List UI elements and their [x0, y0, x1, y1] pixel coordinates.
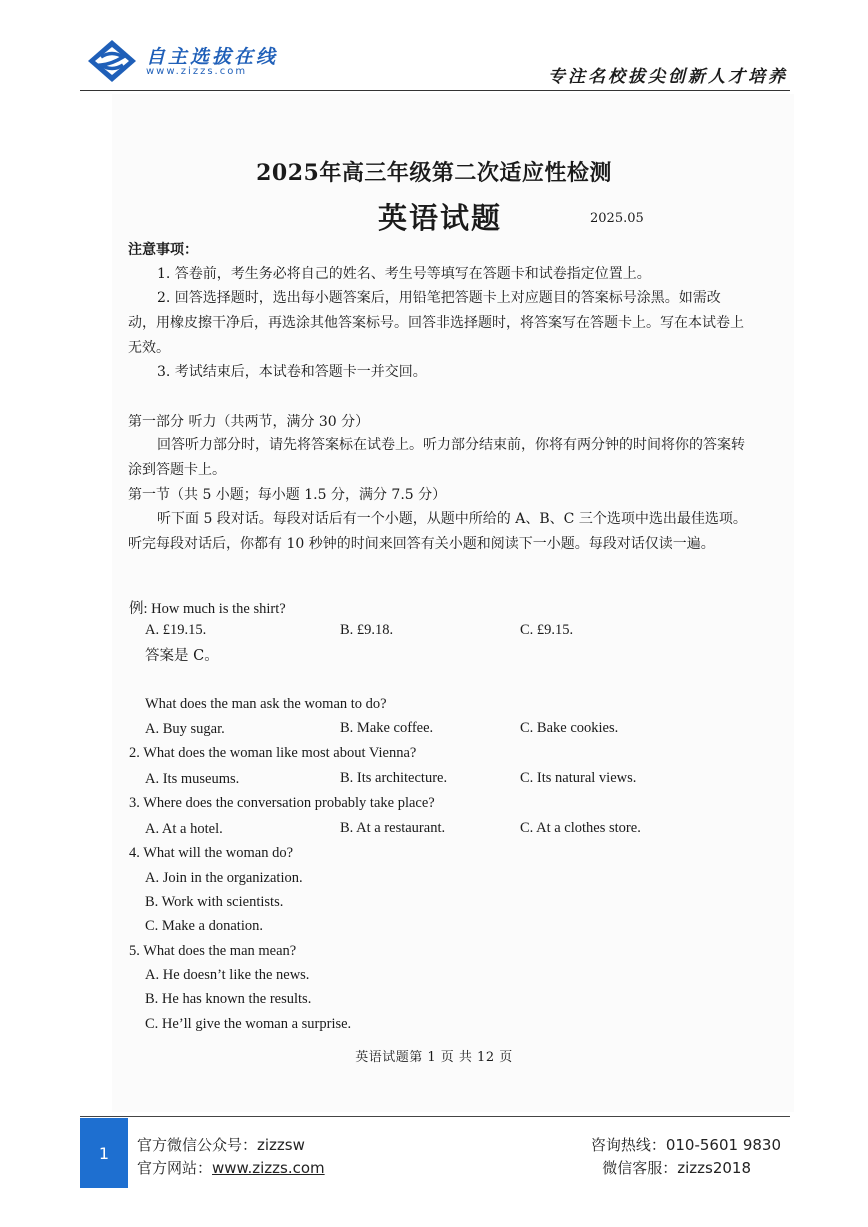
q3-option-a: A. At a hotel. [145, 821, 223, 837]
section1-intro: 听下面 5 段对话。每段对话后有一个小题，从题中所给的 A、B、C 三个选项中选出最佳选项。听完每段对话后，你都有 10 秒钟的时间来回答有关小题和阅读下一小题。每段对话仅读一遍。 [128, 511, 747, 552]
footer-wechat-service: 微信客服：zizzs2018 [602, 1159, 751, 1177]
q4-option-c: C. Make a donation. [145, 918, 263, 934]
question-5: 5. What does the man mean? [129, 943, 297, 959]
notes-heading: 注意事项： [128, 242, 198, 258]
q5-option-a: A. He doesn’t like the news. [145, 967, 310, 983]
footer-hotline: 咨询热线：010-5601 9830 [590, 1136, 781, 1154]
footer-page-badge [80, 1118, 128, 1188]
footer-page-number: 1 [98, 1143, 110, 1163]
example-answer: 答案是 C。 [145, 648, 219, 664]
note-item-1: 1. 答卷前，考生务必将自己的姓名、考生号等填写在答题卡和试卷指定位置上。 [157, 266, 651, 282]
q2-option-c: C. Its natural views. [520, 770, 637, 786]
q3-option-c: C. At a clothes store. [520, 820, 641, 836]
q2-option-b: B. Its architecture. [340, 770, 448, 786]
note-item-3: 3. 考试结束后，本试卷和答题卡一并交回。 [157, 364, 427, 380]
question-2: 2. What does the woman like most about Vienna? [129, 745, 417, 761]
q1-option-a: A. Buy sugar. [145, 721, 225, 737]
footer-divider [80, 1116, 790, 1117]
footer-website-label: 官方网站： [137, 1159, 213, 1177]
header-divider [80, 90, 790, 91]
footer-website [137, 1157, 325, 1178]
exam-subject: 英语试题 [378, 201, 503, 235]
q5-option-b: B. He has known the results. [145, 991, 312, 1007]
exam-title: 2025年高三年级第二次适应性检测 [256, 160, 612, 186]
header-slogan: 专注名校拔尖创新人才培养 [548, 67, 788, 87]
question-4: 4. What will the woman do? [129, 845, 294, 861]
footer-wechat-official: 官方微信公众号：zizzsw [137, 1136, 305, 1154]
q1-option-b: B. Make coffee. [340, 720, 434, 736]
q4-option-a: A. Join in the organization. [145, 870, 303, 886]
example-option-c: C. £9.15. [520, 622, 574, 638]
q5-option-c: C. He’ll give the woman a surprise. [145, 1016, 352, 1032]
q4-option-b: B. Work with scientists. [145, 894, 284, 910]
part1-intro: 回答听力部分时，请先将答案标在试卷上。听力部分结束前，你将有两分钟的时间将你的答案转涂到答题卡上。 [128, 437, 745, 478]
brand-name: 自主选拔在线 [146, 46, 279, 68]
exam-page-number: 英语试题第 1 页 共 12 页 [355, 1050, 513, 1065]
q1-option-c: C. Bake cookies. [520, 720, 619, 736]
footer-website-link[interactable]: www.zizzs.com [212, 1159, 325, 1177]
part1-heading: 第一部分 听力（共两节，满分 30 分） [128, 414, 370, 430]
note-item-2: 2. 回答选择题时，选出每小题答案后，用铅笔把答题卡上对应题目的答案标号涂黑。如需改动，用橡皮擦干净后，再选涂其他答案标号。回答非选择题时，将答案写在答题卡上。写在本试卷上无效。 [128, 290, 744, 356]
exam-date: 2025.05 [590, 211, 644, 226]
example-option-b: B. £9.18. [340, 622, 394, 638]
brand-url: www.zizzs.com [146, 66, 248, 77]
page-header [0, 0, 868, 92]
q3-option-b: B. At a restaurant. [340, 820, 446, 836]
question-1: What does the man ask the woman to do? [145, 696, 387, 712]
q2-option-a: A. Its museums. [145, 771, 240, 787]
brand-logo-icon [86, 38, 138, 84]
example-option-a: A. £19.15. [145, 622, 207, 638]
question-3: 3. Where does the conversation probably take place? [129, 795, 435, 811]
section1-heading: 第一节（共 5 小题；每小题 1.5 分，满分 7.5 分） [128, 487, 447, 503]
example-question: 例: How much is the shirt? [129, 601, 286, 617]
